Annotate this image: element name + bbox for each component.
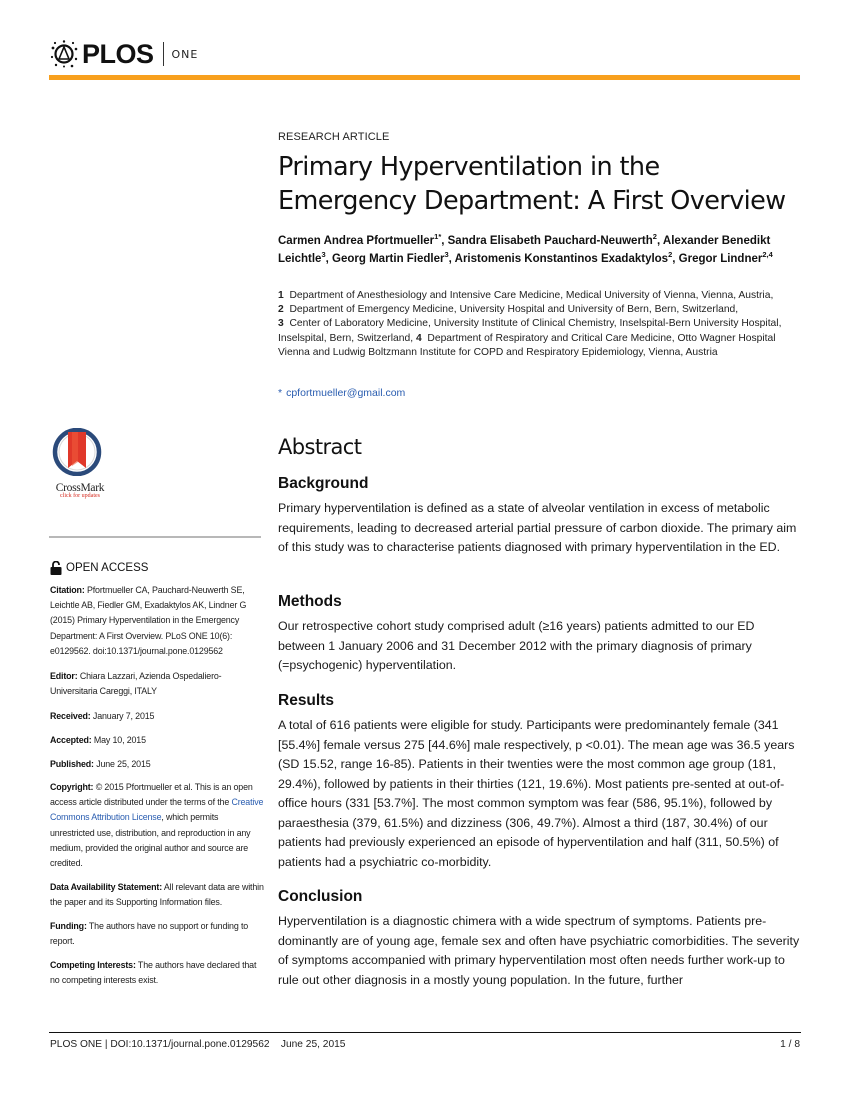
editor-block: Editor: Chiara Lazzari, Azienda Ospedaliero-Universitaria Careggi, ITALY [50,671,222,697]
article-type: RESEARCH ARTICLE [278,131,390,143]
corresponding-email [278,387,803,399]
citation-block: Citation: Pfortmueller CA, Pauchard-Neuwerth SE, Leichtle AB, Fiedler GM, Exadaktylos AK, Lindner G (2015) Primary Hyperventilation in the Emergency Department: A First Overview. PLoS ONE 10(6): e0129562. doi:10.1371/journal.pone.0129562 [50,585,247,656]
funding-block: Funding: The authors have no support or funding to report. [50,921,249,947]
received-date: Received: January 7, 2015 [50,711,155,721]
sidebar-divider [49,536,261,538]
crossmark-icon [48,428,112,476]
page-number: 1 / 8 [780,1039,800,1050]
background-text: Primary hyperventilation is defined as a state of alveolar ventilation in excess of metabolic requirements, leading to decreased arterial partial pressure of carbon dioxide. The primary aim of this study was to characterise patients diagnosed with primary hyperventilation in the ED. [278,501,797,554]
logo-journal-text: ONE [171,47,199,61]
author[interactable]: Gregor Lindner$^{2,4}$ [678,249,773,265]
article-title: Primary Hyperventilation in the Emergency Department: A First Overview [278,152,786,216]
logo-plos-text: PLOS [82,38,154,69]
methods-text: Our retrospective cohort study comprised adult (≥16 years) patients admitted to our ED between 1 January 2006 and 31 December 2012 with the primary diagnosis of primary (=psychogenic) hyperventilation. [278,619,755,672]
crossmark-badge[interactable] [48,428,112,499]
conclusion-heading: Conclusion [278,888,363,905]
author[interactable]: Carmen Andrea Pfortmueller$^{1*}$ [278,232,442,247]
affiliation-item: 1 Department of Anesthesiology and Intensive Care Medicine, Medical University of Vienna, Vienna, Austria, [278,290,774,301]
crossmark-label: CrossMark [55,482,105,494]
results-text: A total of 616 patients were eligible for study. Participants were predominantely female (341 [55.4%] female versus 275 [44.6%] male respectively, p <0.01). The mean age was 36.5 years (SD 15.52, range 16-85). Patients in their twenties were the most common age group (181, 29.4%), followed by patients in their thirties (121, 19.6%). Most patients pre-sented at out-of-office hours (331 [53.7%]. The most common symptom was fear (586, 95.1%), followed by paraesthesia (379, 61.5%) and dizziness (306, 49.7%). Almost a third (187, 30.4%) of our patients had previously experienced an episode of hyperventilation and half (311, 50.5%) of patients had a psychiatric co-morbidity. [278,718,795,869]
abstract-heading: Abstract [278,435,362,459]
author[interactable]: Alexander Benedikt Leichtle$^3$ [278,235,771,265]
author[interactable]: Georg Martin Fiedler$^3$ [332,249,449,265]
author[interactable]: Sandra Elisabeth Pauchard-Neuwerth$^2$ [447,232,657,247]
affiliation-item: 2 Department of Emergency Medicine, University Hospital and University of Bern, Bern, Switzerland, [278,304,739,316]
plos-globe-icon [50,40,78,68]
author-list: Carmen Andrea Pfortmueller$^{1*}$, Sandra Elisabeth Pauchard-Neuwerth$^2$, Alexander Benedikt Leichtle$^3$, Georg Martin Fiedler$^3$, Aristomenis Konstantinos Exadaktylos$^2$, Gregor Lindner$^{2,4}$ [278,232,773,265]
data-availability-block: Data Availability Statement: All relevant data are within the paper and its Supporting Information files. [50,882,264,908]
affiliation-item: 3 Center of Laboratory Medicine, University Institute of Clinical Chemistry, Inselspital-Bern University Hospital, Inselspital, Bern, Switzerland, 4 Department of Respiratory and Critical Care Medicine, Otto Wagner Hospital Vienna and Ludwig Boltzmann Institute for COPD and Respiratory Epidemiology, Vienna, Austria [278,318,782,358]
results-heading: Results [278,692,334,709]
open-lock-icon [50,561,62,575]
author[interactable]: Aristomenis Konstantinos Exadaktylos$^2$ [454,249,673,265]
email-link[interactable]: cpfortmueller@gmail.com [286,387,406,399]
footer-divider [49,1032,801,1033]
affiliation-list [278,289,803,360]
methods-heading: Methods [278,593,342,610]
logo-divider [163,42,164,66]
plos-one-logo[interactable] [50,38,198,70]
license-link[interactable]: Creative Commons Attribution License [50,797,264,823]
footer-citation: PLOS ONE | DOI:10.1371/journal.pone.0129562 June 25, 2015 [50,1039,346,1050]
accepted-date: Accepted: May 10, 2015 [50,735,146,745]
published-date: Published: June 25, 2015 [50,759,151,769]
competing-interests-block: Competing Interests: The authors have declared that no competing interests exist. [50,960,257,986]
conclusion-text: Hyperventilation is a diagnostic chimera with a wide spectrum of symptoms. Patients pre-dominantly are of young age, female sex and often have psychiatric comorbidities. The severity of symptoms accompanied with primary hyperventilation most often needs further work-up to rule out other diagnosis in a mostly young population. In the future, further [278,914,800,987]
corresponding-marker: * [278,387,283,399]
header-accent-bar [49,75,800,80]
open-access-label: OPEN ACCESS [50,561,148,575]
copyright-block: Copyright: © 2015 Pfortmueller et al. This is an open access article distributed under the terms of the Creative Commons Attribution License, which permits unrestricted use, distribution, and reproduction in any medium, provided the original author and source are credited. [50,782,264,869]
crossmark-sublabel: click for updates [60,493,100,499]
background-heading: Background [278,475,369,492]
